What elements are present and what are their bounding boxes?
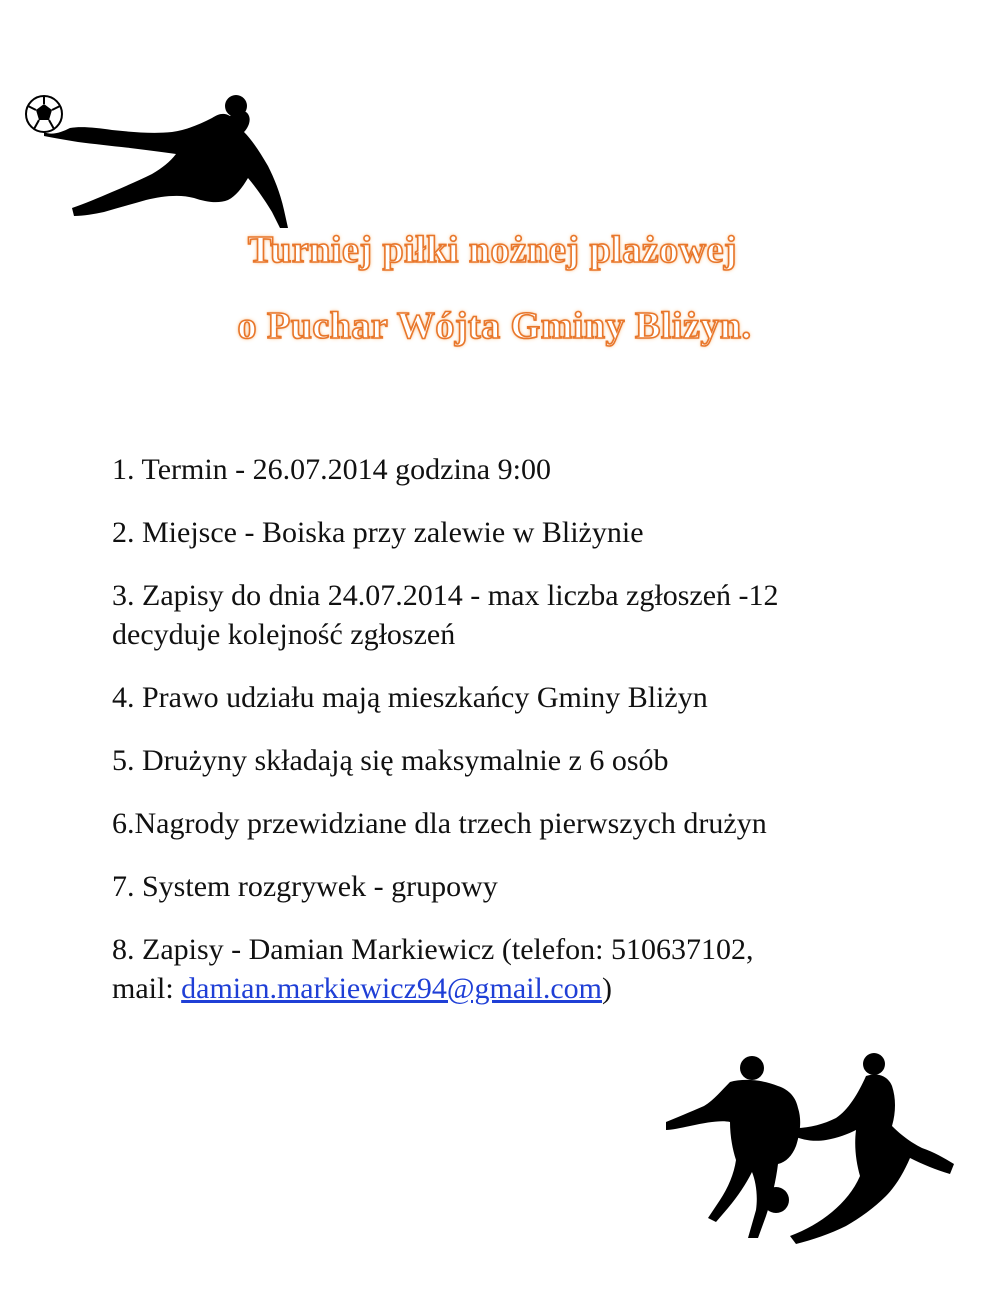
info-item-registration-deadline-line-2: decyduje kolejność zgłoszeń [112,618,456,651]
poster-title-line-1: Turniej piłki nożnej plażowej [247,229,738,271]
two-footballers-icon [660,1050,960,1250]
info-item-contact-line-2 [112,969,912,1008]
info-item-registration-deadline [112,576,912,654]
footballer-bicycle-kick-icon [22,92,292,232]
info-item-game-system: 7. System rozgrywek - grupowy [112,870,498,903]
info-item-registration-deadline-line-1: 3. Zapisy do dnia 24.07.2014 - max liczba zgłoszeń -12 [112,579,779,612]
mail-closing-paren: ) [601,972,612,1005]
info-item-eligibility: 4. Prawo udziału mają mieszkańcy Gminy Bliżyn [112,681,708,714]
info-item-place: 2. Miejsce - Boiska przy zalewie w Bliżynie [112,516,644,549]
poster-title-line-2: o Puchar Wójta Gminy Bliżyn. [237,305,752,347]
info-item-team-size: 5. Drużyny składają się maksymalnie z 6 osób [112,744,669,777]
info-list [112,450,912,1032]
info-item-contact [112,930,912,1008]
info-item-prizes: 6.Nagrody przewidziane dla trzech pierwszych drużyn [112,807,767,840]
email-link[interactable]: damian.markiewicz94@gmail.com [181,972,602,1005]
mail-label: mail: [112,972,182,1005]
info-item-date: 1. Termin - 26.07.2014 godzina 9:00 [112,453,551,486]
football-ball-icon [26,96,62,132]
info-item-contact-line-1: 8. Zapisy - Damian Markiewicz (telefon: 510637102, [112,933,754,966]
